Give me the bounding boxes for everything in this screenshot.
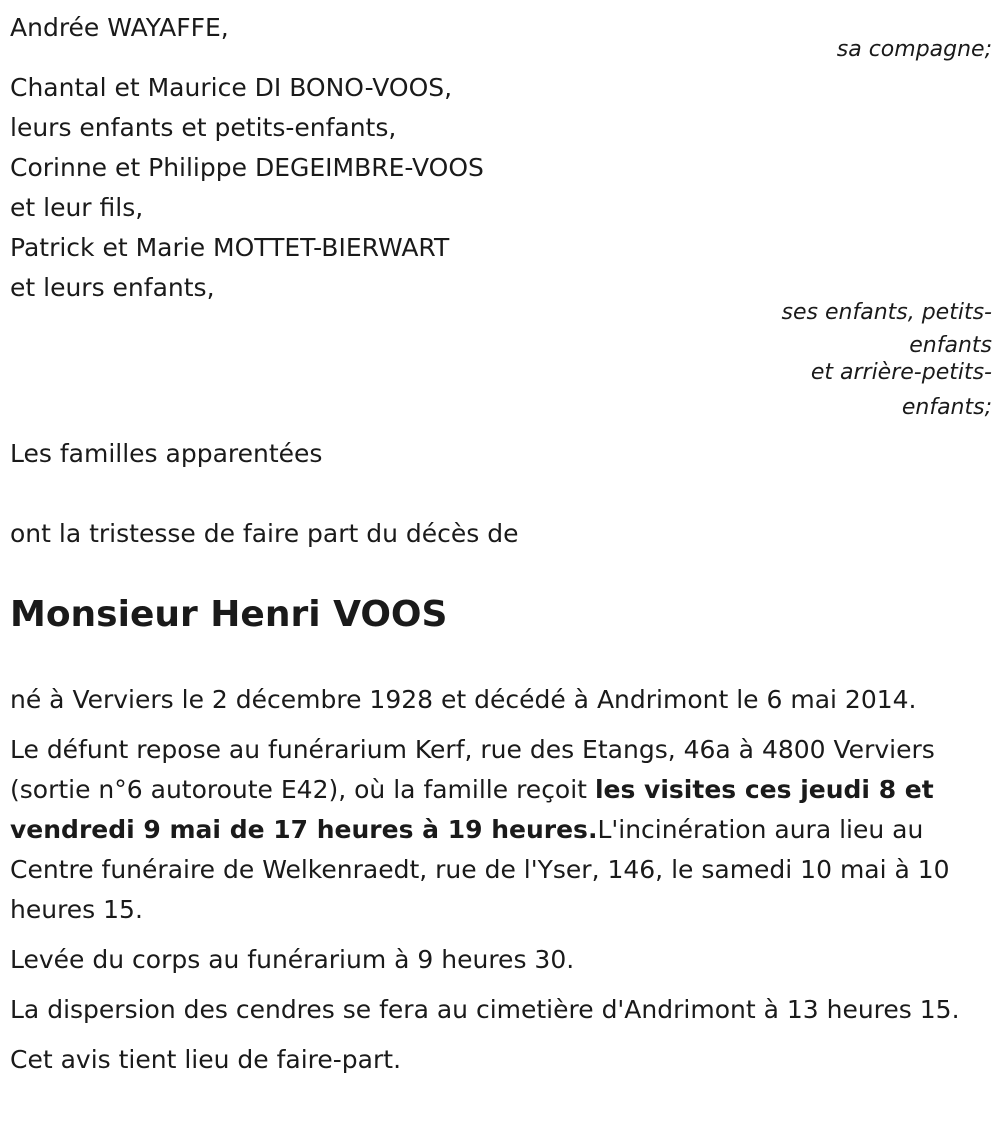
repose-intro: Le défunt repose au funérarium Kerf, rue des Etangs, 46a à 4800 Verviers (sortie n°6 autoroute E42), où la famille reçoit [10, 735, 935, 804]
announcement-text: ont la tristesse de faire part du décès de [10, 519, 519, 548]
family-role-line: ses enfants, petits- [781, 300, 992, 325]
deceased-name: Monsieur Henri VOOS [10, 594, 448, 635]
family-line: et leurs enfants, [10, 273, 215, 302]
family-role-line: enfants; [901, 395, 992, 420]
levee-text: Levée du corps au funérarium à 9 heures 30. [10, 945, 575, 974]
partner-name: Andrée WAYAFFE, [10, 13, 229, 42]
closing-text: Cet avis tient lieu de faire-part. [10, 1045, 402, 1074]
partner-role: sa compagne; [836, 37, 992, 62]
visits-text: les visites ces jeudi 8 et vendredi 9 mai de 17 heures à 19 heures. [10, 775, 934, 844]
family-line: leurs enfants et petits-enfants, [10, 113, 397, 142]
family-role-line: enfants [909, 333, 992, 358]
related-families: Les familles apparentées [10, 439, 323, 468]
funeral-details [10, 680, 980, 1090]
family-line: Corinne et Philippe DEGEIMBRE-VOOS [10, 153, 484, 182]
cremation-text: L'incinération aura lieu au Centre funéraire de Welkenraedt, rue de l'Yser, 146, le samedi 10 mai à 10 heures 15. [10, 815, 950, 924]
repose-paragraph [10, 730, 980, 930]
family-line: Chantal et Maurice DI BONO-VOOS, [10, 73, 453, 102]
dispersion-text: La dispersion des cendres se fera au cimetière d'Andrimont à 13 heures 15. [10, 995, 960, 1024]
family-list [10, 68, 484, 308]
birth-death-text: né à Verviers le 2 décembre 1928 et décédé à Andrimont le 6 mai 2014. [10, 685, 917, 714]
family-role-line: et arrière-petits- [810, 360, 992, 385]
family-line: Patrick et Marie MOTTET-BIERWART [10, 233, 450, 262]
family-role [732, 298, 992, 428]
family-line: et leur fils, [10, 193, 144, 222]
